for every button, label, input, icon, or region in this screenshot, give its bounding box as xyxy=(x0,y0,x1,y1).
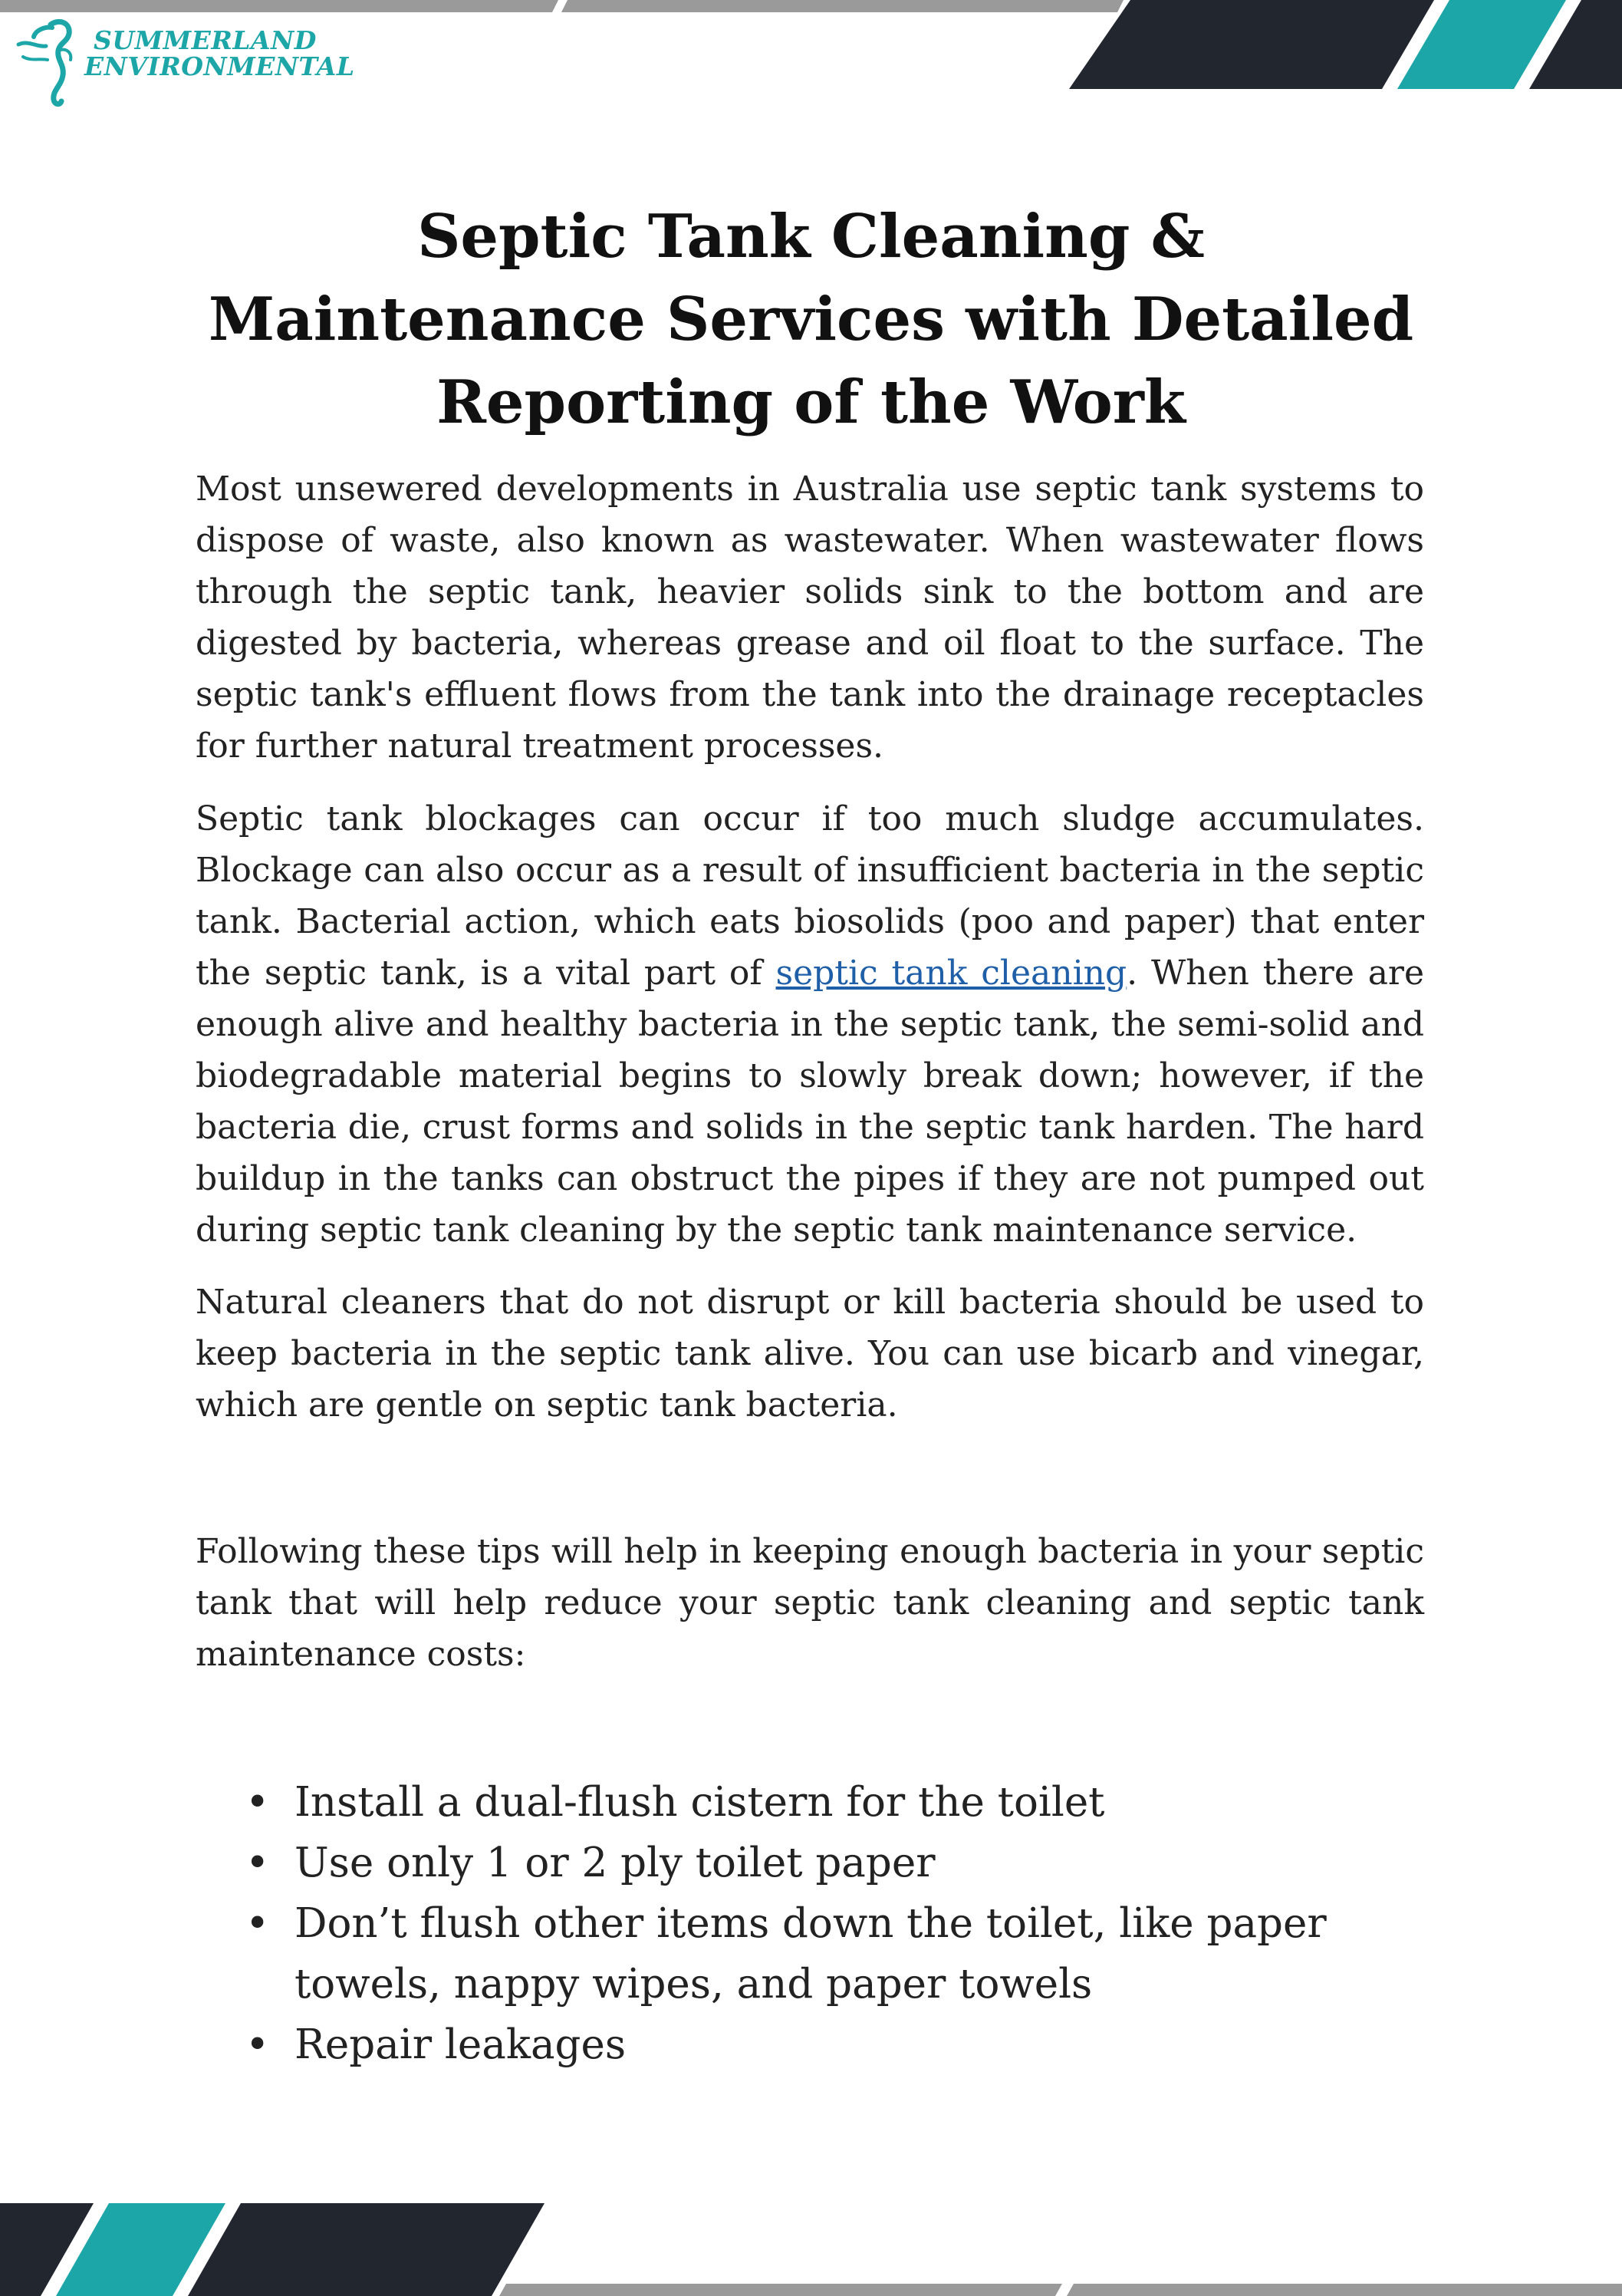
page-title xyxy=(153,196,1469,444)
page-title-line1: Septic Tank Cleaning & xyxy=(417,202,1205,272)
bullet-icon: • xyxy=(245,1779,270,1826)
header-dark-band xyxy=(1069,0,1434,89)
footer-decoration xyxy=(0,2202,1622,2296)
tips-list xyxy=(245,1772,1426,2075)
tip-text: Install a dual-flush cistern for the toilet xyxy=(294,1779,1105,1826)
bullet-icon: • xyxy=(245,2021,270,2068)
list-item xyxy=(245,1893,1426,2014)
list-item xyxy=(245,1772,1426,1833)
list-item xyxy=(245,2014,1426,2075)
tips-intro-paragraph: Following these tips will help in keeping enough bacteria in your septic tank that will help reduce your septic tank cleaning and septic tank maintenance costs: xyxy=(196,1532,1424,1674)
seahorse-logo-icon xyxy=(14,17,94,107)
page-title-line2: Maintenance Services with Detailed xyxy=(208,285,1414,354)
company-logo xyxy=(14,17,355,109)
bullet-icon: • xyxy=(245,1900,270,1947)
header-grey-stripe-mid xyxy=(561,0,1124,12)
tip-text: Don’t flush other items down the toilet, like paper towels, nappy wipes, and paper towels xyxy=(294,1900,1327,2008)
logo-wordmark-line1: SUMMERLAND xyxy=(94,25,317,55)
tip-text: Repair leakages xyxy=(294,2021,627,2068)
footer-grey-stripe-mid xyxy=(499,2284,1062,2296)
footer-grey-stripe-right xyxy=(1067,2284,1622,2296)
blockage-text-before-link: Septic tank blockages can occur if too much sludge accumulates. Blockage can also occur as a result of insufficient bacteria in the septic tank. Bacterial action, which eats biosolids (poo and paper) that enter the septic tank, is a vital part of xyxy=(196,799,1424,993)
septic-tank-cleaning-link[interactable]: septic tank cleaning xyxy=(775,954,1127,993)
natural-cleaners-paragraph: Natural cleaners that do not disrupt or kill bacteria should be used to keep bacteria in the septic tank alive. You can use bicarb and vinegar, which are gentle on septic tank bacteria. xyxy=(196,1283,1424,1425)
blockage-paragraph xyxy=(196,793,1424,1256)
logo-wordmark-line2: ENVIRONMENTAL xyxy=(84,51,355,81)
blockage-text-after-link: . When there are enough alive and healthy bacteria in the septic tank, the semi-solid and biodegradable material begins to slowly break down; however, if the bacteria die, crust forms and solids in the septic tank harden. The hard buildup in the tanks can obstruct the pipes if they are not pumped out during septic tank cleaning by the septic tank maintenance service. xyxy=(196,954,1424,1250)
page-title-line3: Reporting of the Work xyxy=(436,367,1186,437)
tip-text: Use only 1 or 2 ply toilet paper xyxy=(294,1840,936,1886)
header-grey-stripe-left xyxy=(0,0,558,12)
footer-dark-band xyxy=(188,2203,545,2296)
intro-paragraph: Most unsewered developments in Australia use septic tank systems to dispose of waste, also known as wastewater. When wastewater flows through the septic tank, heavier solids sink to the bottom and are digested by bacteria, whereas grease and oil float to the surface. The septic tank's effluent flows from the tank into the drainage receptacles for further natural treatment processes. xyxy=(196,469,1424,766)
bullet-icon: • xyxy=(245,1840,270,1886)
list-item xyxy=(245,1833,1426,1893)
